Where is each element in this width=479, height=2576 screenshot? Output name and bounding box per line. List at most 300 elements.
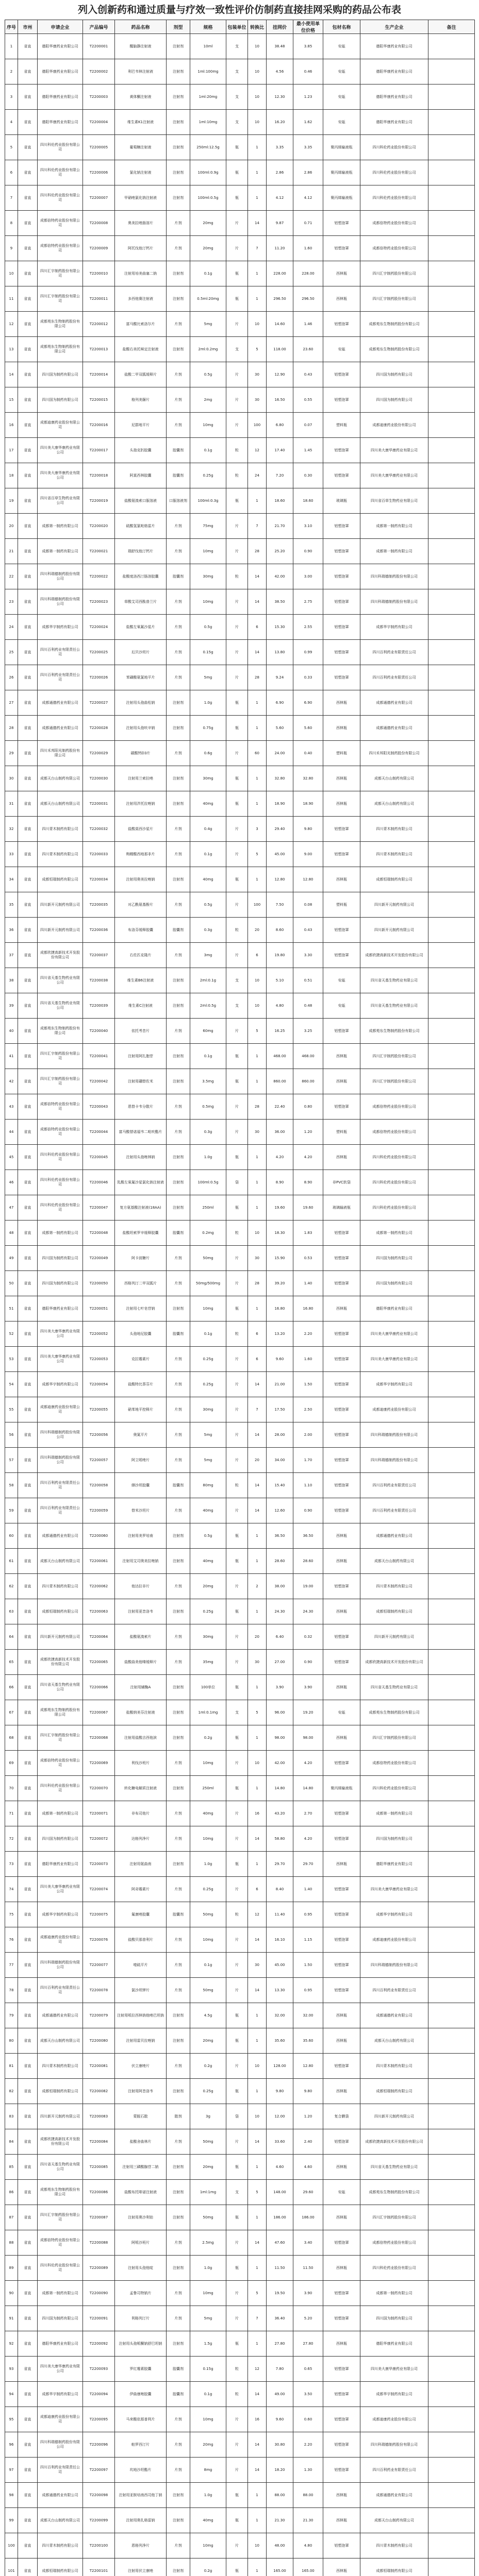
table-cell: 注射用哌拉西林钠他唑巴坦钠 <box>115 2003 167 2028</box>
table-cell: 省直 <box>18 943 38 968</box>
table-cell: 36.50 <box>293 1523 323 1549</box>
table-cell: 省直 <box>18 1069 38 1094</box>
table-cell: 胶囊剂 <box>167 1473 190 1498</box>
table-cell: 注射用头孢呋辛钠 <box>115 716 167 741</box>
table-row <box>5 160 475 185</box>
table-cell: 3.10 <box>293 514 323 539</box>
table-cell: 西林瓶 <box>323 1145 360 1170</box>
table-cell: T2200071 <box>83 1801 115 1826</box>
table-row <box>5 1927 475 1953</box>
table-cell <box>428 1019 475 1044</box>
table-cell: 瓶 <box>226 488 248 514</box>
table-cell: 49 <box>5 1246 18 1271</box>
table-cell: 四川百利药业有限责任公司 <box>360 1978 428 2003</box>
table-cell: T2200098 <box>83 2483 115 2508</box>
table-cell: 省直 <box>18 1574 38 1599</box>
table-cell: 注射剂 <box>167 1599 190 1624</box>
table-cell: 注射剂 <box>167 1170 190 1195</box>
table-cell: 78 <box>5 1978 18 2003</box>
table-cell: 省直 <box>18 1902 38 1927</box>
table-cell: 1.46 <box>293 312 323 337</box>
table-cell: 片 <box>226 589 248 615</box>
table-cell: 四川青木制药有限公司 <box>38 842 83 867</box>
table-cell <box>428 2003 475 2028</box>
table-cell <box>428 236 475 261</box>
table-cell: 四川百利药业有限责任公司 <box>360 665 428 690</box>
table-cell: 38 <box>5 968 18 993</box>
table-cell: 注射剂 <box>167 1069 190 1094</box>
table-cell: 省直 <box>18 2054 38 2079</box>
table-cell: 片 <box>226 1120 248 1145</box>
table-row <box>5 2129 475 2155</box>
table-cell: 2mg <box>190 387 226 413</box>
table-cell: 西林瓶 <box>323 2256 360 2281</box>
table-cell <box>428 1069 475 1094</box>
table-cell: 四川省天基生物药业有限公司 <box>360 968 428 993</box>
table-cell <box>428 2331 475 2357</box>
table-cell: 支 <box>226 993 248 1019</box>
table-cell: 片 <box>226 892 248 918</box>
table-cell: 100ml:0.5g <box>190 1170 226 1195</box>
table-cell: 4.60 <box>267 2155 293 2180</box>
table-row <box>5 488 475 514</box>
table-cell: T2200009 <box>83 236 115 261</box>
table-cell: 西林瓶 <box>323 2483 360 2508</box>
table-cell <box>428 2306 475 2331</box>
table-cell: 片剂 <box>167 2407 190 2432</box>
table-cell: 10 <box>248 968 267 993</box>
table-cell: 瓶 <box>226 766 248 791</box>
table-row <box>5 1523 475 1549</box>
table-cell: 15.90 <box>267 1246 293 1271</box>
table-cell: 胶囊剂 <box>167 2382 190 2407</box>
table-cell: 省直 <box>18 59 38 84</box>
table-cell: 四川省天基生物药业有限公司 <box>38 2155 83 2180</box>
table-cell: 胶囊剂 <box>167 2357 190 2382</box>
table-cell: 43.20 <box>267 1801 293 1826</box>
table-cell: 成都苑东生物制药股份有限公司 <box>38 337 83 362</box>
table-cell: T2200022 <box>83 564 115 589</box>
table-cell: 31 <box>5 791 18 817</box>
table-cell: 克拉霉素片 <box>115 1347 167 1372</box>
table-cell: 296.50 <box>293 286 323 312</box>
column-header: 包材名称 <box>323 20 360 34</box>
table-cell: 孟鲁司特钠片 <box>115 2281 167 2306</box>
table-cell: 38.48 <box>267 34 293 59</box>
table-cell: 成都华宇制药有限公司 <box>360 1372 428 1397</box>
table-cell: 12 <box>248 2357 267 2382</box>
table-cell: 铝塑泡罩 <box>323 589 360 615</box>
table-cell: 87 <box>5 2205 18 2230</box>
table-cell: 成都恒瑞制药有限公司 <box>360 2079 428 2104</box>
table-cell: 铝塑泡罩 <box>323 1094 360 1120</box>
table-cell: 50mg <box>190 1978 226 2003</box>
table-cell: 1 <box>248 690 267 716</box>
table-cell: 胶囊剂 <box>167 1902 190 1927</box>
table-cell: 1 <box>248 791 267 817</box>
table-row <box>5 1725 475 1751</box>
table-cell: 39.20 <box>267 1271 293 1296</box>
table-cell: 20 <box>5 514 18 539</box>
table-cell: 格列美脲片 <box>115 387 167 413</box>
table-cell: 11.50 <box>267 2256 293 2281</box>
table-cell: 四川百利药业有限责任公司 <box>360 640 428 665</box>
table-cell: 德阳华康药业有限公司 <box>38 34 83 59</box>
table-cell: 西林瓶 <box>323 1549 360 1574</box>
table-cell: 胶囊剂 <box>167 564 190 589</box>
table-cell: T2200059 <box>83 1498 115 1523</box>
table-cell: 西林瓶 <box>323 2558 360 2576</box>
table-cell: 四川百利药业有限责任公司 <box>38 1978 83 2003</box>
table-row <box>5 2407 475 2432</box>
table-row <box>5 514 475 539</box>
table-cell <box>428 2558 475 2576</box>
table-cell <box>428 665 475 690</box>
table-cell <box>428 110 475 135</box>
table-cell: 片 <box>226 2230 248 2256</box>
table-cell <box>428 943 475 968</box>
table-cell: 注射用亚胺培南西司他丁钠 <box>115 2483 167 2508</box>
table-cell: 片剂 <box>167 1624 190 1650</box>
table-cell <box>428 362 475 387</box>
table-cell: 2.40 <box>293 2129 323 2155</box>
table-cell: 27 <box>5 690 18 716</box>
table-cell: 粒 <box>226 1473 248 1498</box>
table-cell: 成都天台山制药有限公司 <box>360 1549 428 1574</box>
table-cell: 0.6g <box>190 741 226 766</box>
table-cell: 8.90 <box>267 1170 293 1195</box>
table-cell: 70 <box>5 1776 18 1801</box>
table-cell: 2.75 <box>293 589 323 615</box>
table-cell: 成都第一制药有限公司 <box>38 514 83 539</box>
table-cell: 50mg/500mg <box>190 1271 226 1296</box>
table-cell: 省直 <box>18 2331 38 2357</box>
table-cell <box>428 1221 475 1246</box>
table-cell: 四川汇宇制药股份有限公司 <box>38 1044 83 1069</box>
table-cell: 14 <box>248 564 267 589</box>
table-cell: T2200044 <box>83 1120 115 1145</box>
table-cell: 片剂 <box>167 1094 190 1120</box>
table-cell: 1 <box>248 1725 267 1751</box>
table-cell: 46 <box>5 1170 18 1195</box>
table-cell: 瓶 <box>226 1044 248 1069</box>
table-cell: 成都倍特药业股份有限公司 <box>38 1094 83 1120</box>
table-cell: 尼群地平片 <box>115 413 167 438</box>
table-cell <box>428 160 475 185</box>
table-cell: 注射剂 <box>167 34 190 59</box>
table-cell: 达格列净片 <box>115 1826 167 1852</box>
table-cell: 16 <box>5 413 18 438</box>
table-cell: 4.5g <box>190 2003 226 2028</box>
table-cell: 片剂 <box>167 1650 190 1675</box>
table-cell: 铝塑泡罩 <box>323 2306 360 2331</box>
table-cell: 88.00 <box>267 2483 293 2508</box>
table-cell: 成都华宇制药有限公司 <box>360 1902 428 1927</box>
table-cell: 袋 <box>226 2104 248 2129</box>
table-cell: 省直 <box>18 337 38 362</box>
table-row <box>5 1195 475 1221</box>
table-cell: 省直 <box>18 2281 38 2306</box>
table-cell: 成都通德药业有限公司 <box>360 716 428 741</box>
table-cell: 省直 <box>18 514 38 539</box>
table-cell: 29.70 <box>267 1852 293 1877</box>
table-cell: 注射用阿昔洛韦 <box>115 2079 167 2104</box>
table-cell: 省直 <box>18 1473 38 1498</box>
table-cell: 12.80 <box>267 867 293 892</box>
table-cell: 瓶 <box>226 2508 248 2533</box>
table-cell: 20mg <box>190 2432 226 2458</box>
table-cell: 41 <box>5 1044 18 1069</box>
table-cell: 14 <box>248 2129 267 2155</box>
table-cell: 1 <box>248 1776 267 1801</box>
table-cell <box>428 1422 475 1448</box>
table-row <box>5 1347 475 1372</box>
table-cell <box>428 2533 475 2558</box>
table-cell: 四川科伦药业股份有限公司 <box>360 160 428 185</box>
table-cell: 蒙脱石散 <box>115 2104 167 2129</box>
table-cell: 28 <box>248 1271 267 1296</box>
table-cell: 注射剂 <box>167 1776 190 1801</box>
table-cell: 四川青木制药有限公司 <box>38 817 83 842</box>
table-cell: 0.2g <box>190 2054 226 2079</box>
table-cell: 片 <box>226 413 248 438</box>
table-header-row <box>5 20 475 34</box>
table-cell: 40mg <box>190 791 226 817</box>
table-row <box>5 438 475 463</box>
table-cell: 省直 <box>18 791 38 817</box>
table-cell: 四川科瑞德制药股份有限公司 <box>360 589 428 615</box>
table-cell: 14.80 <box>293 1776 323 1801</box>
table-cell: 伏立康唑片 <box>115 2054 167 2079</box>
table-cell: 省直 <box>18 1195 38 1221</box>
table-cell: 四川新开元制药有限公司 <box>360 2104 428 2129</box>
table-cell: 0.90 <box>293 539 323 564</box>
table-cell: 10mg <box>190 413 226 438</box>
table-cell <box>428 1700 475 1725</box>
table-cell: 成都天台山制药有限公司 <box>38 2508 83 2533</box>
table-cell: 14 <box>248 1826 267 1852</box>
table-cell: 省直 <box>18 1751 38 1776</box>
table-cell: 0.71 <box>293 211 323 236</box>
table-cell: 80 <box>5 2028 18 2054</box>
table-cell: 四川美大康华康药业有限公司 <box>360 1347 428 1372</box>
table-cell: 注射剂 <box>167 867 190 892</box>
table-cell: 0.5mg <box>190 1094 226 1120</box>
table-cell: 52 <box>5 1321 18 1347</box>
table-cell: T2200001 <box>83 34 115 59</box>
table-cell: 100ml:0.5g <box>190 185 226 211</box>
table-cell: T2200006 <box>83 160 115 185</box>
table-cell: 6.90 <box>267 690 293 716</box>
table-cell <box>428 892 475 918</box>
table-cell: 西林瓶 <box>323 2508 360 2533</box>
table-cell: 四川百利药业有限责任公司 <box>38 1473 83 1498</box>
table-cell: T2200085 <box>83 2155 115 2180</box>
table-cell: 94 <box>5 2382 18 2407</box>
table-cell: 成都迪康药业股份有限公司 <box>360 2407 428 2432</box>
table-cell: 依托考昔片 <box>115 1019 167 1044</box>
table-cell: 10 <box>5 261 18 286</box>
table-cell: 铝塑泡罩 <box>323 817 360 842</box>
table-row <box>5 312 475 337</box>
table-cell: T2200089 <box>83 2256 115 2281</box>
table-cell: 瓶 <box>226 2558 248 2576</box>
table-cell: 5mg <box>190 665 226 690</box>
table-cell: 片 <box>226 817 248 842</box>
table-cell: 86 <box>5 2180 18 2205</box>
table-cell: 瓶 <box>226 2331 248 2357</box>
table-cell <box>428 337 475 362</box>
table-cell: 瓶 <box>226 1675 248 1700</box>
table-cell: 3.35 <box>293 135 323 160</box>
table-cell: 片剂 <box>167 615 190 640</box>
table-cell: 西林瓶 <box>323 1044 360 1069</box>
table-cell: 四川新开元制药有限公司 <box>38 2104 83 2129</box>
table-cell: 1.0g <box>190 1145 226 1170</box>
table-cell: 0.1g <box>190 1321 226 1347</box>
table-cell: 35mg <box>190 1650 226 1675</box>
table-cell: 省直 <box>18 2155 38 2180</box>
table-cell: 维生素C注射液 <box>115 993 167 1019</box>
column-header: 序号 <box>5 20 18 34</box>
table-cell: 铝塑泡罩 <box>323 2230 360 2256</box>
table-cell: 铝塑泡罩 <box>323 842 360 867</box>
table-cell: 四川汇宇制药股份有限公司 <box>38 286 83 312</box>
table-cell: 注射剂 <box>167 1145 190 1170</box>
table-cell: 注射剂 <box>167 968 190 993</box>
table-cell: 利巴韦林注射液 <box>115 59 167 84</box>
table-cell: 四川汇宇制药股份有限公司 <box>38 1725 83 1751</box>
table-cell: 省直 <box>18 589 38 615</box>
table-cell: 省直 <box>18 1523 38 1549</box>
table-cell: 59 <box>5 1498 18 1523</box>
table-cell: 成都恒瑞制药有限公司 <box>360 867 428 892</box>
table-cell: 5 <box>248 2180 267 2205</box>
table-cell: 1 <box>248 2331 267 2357</box>
table-cell: T2200058 <box>83 1473 115 1498</box>
table-cell: 40mg <box>190 1801 226 1826</box>
table-cell: 0.30 <box>293 463 323 488</box>
table-cell: 1.70 <box>293 1448 323 1473</box>
table-cell: 利格列汀片 <box>115 2306 167 2331</box>
table-cell: T2200061 <box>83 1549 115 1574</box>
table-cell: 注射剂 <box>167 1523 190 1549</box>
table-cell: 注射用氨曲南 <box>115 1852 167 1877</box>
table-cell: 19.60 <box>293 1195 323 1221</box>
table-cell: 1 <box>248 2155 267 2180</box>
table-cell: 四川汇宇制药股份有限公司 <box>360 1069 428 1094</box>
table-cell: T2200034 <box>83 867 115 892</box>
table-cell: 四川新开元制药有限公司 <box>38 918 83 943</box>
table-cell: 89 <box>5 2256 18 2281</box>
table-cell: 片 <box>226 1574 248 1599</box>
table-cell: 西林瓶 <box>323 867 360 892</box>
table-cell: 1ml:1mg <box>190 2180 226 2205</box>
table-cell: 5 <box>248 2281 267 2306</box>
table-cell: 75mg <box>190 514 226 539</box>
table-cell: 铝塑泡罩 <box>323 1751 360 1776</box>
table-cell: 19.60 <box>267 1195 293 1221</box>
table-cell: 省直 <box>18 539 38 564</box>
table-cell: 片剂 <box>167 1978 190 2003</box>
table-cell: 注射剂 <box>167 2558 190 2576</box>
table-cell: 胶囊剂 <box>167 438 190 463</box>
table-cell: 铝塑泡罩 <box>323 236 360 261</box>
table-cell: T2200038 <box>83 968 115 993</box>
table-cell: 四川科瑞德制药股份有限公司 <box>360 1953 428 1978</box>
table-row <box>5 892 475 918</box>
table-cell: 37 <box>5 943 18 968</box>
table-cell: 省直 <box>18 261 38 286</box>
table-cell: 成都苑东生物制药股份有限公司 <box>38 312 83 337</box>
table-cell: 11.40 <box>267 1902 293 1927</box>
table-cell: 1.40 <box>293 1271 323 1296</box>
table-cell <box>428 185 475 211</box>
table-cell: 19.50 <box>267 2281 293 2306</box>
table-cell: 15 <box>5 387 18 413</box>
drug-table <box>5 20 475 2576</box>
table-cell: 铝塑泡罩 <box>323 2382 360 2407</box>
table-cell: T2200003 <box>83 84 115 110</box>
table-cell: 5 <box>248 842 267 867</box>
table-cell: 塑料瓶 <box>323 1120 360 1145</box>
table-cell: 1 <box>248 2508 267 2533</box>
table-cell: 片 <box>226 943 248 968</box>
table-cell: T2200005 <box>83 135 115 160</box>
table-cell: 注射用七叶皂苷钠 <box>115 1296 167 1321</box>
table-cell: 省直 <box>18 1675 38 1700</box>
table-cell: 3.25 <box>293 1019 323 1044</box>
table-cell: 注射用更昔洛韦 <box>115 1599 167 1624</box>
table-cell: 注射剂 <box>167 2180 190 2205</box>
table-cell: T2200024 <box>83 615 115 640</box>
table-cell: 片剂 <box>167 1372 190 1397</box>
table-cell: 片 <box>226 615 248 640</box>
table-cell: 1.0g <box>190 1852 226 1877</box>
table-cell: 0.15g <box>190 640 226 665</box>
table-cell: 瓶 <box>226 286 248 312</box>
table-cell: 83 <box>5 2104 18 2129</box>
table-cell: 24 <box>5 615 18 640</box>
table-cell: 0.65 <box>293 2357 323 2382</box>
table-cell: 葡萄糖注射液 <box>115 135 167 160</box>
table-cell: 1 <box>248 135 267 160</box>
table-cell: 33 <box>5 842 18 867</box>
table-cell: 24 <box>248 463 267 488</box>
table-row <box>5 766 475 791</box>
table-cell: 片剂 <box>167 1801 190 1826</box>
table-cell: 64 <box>5 1624 18 1650</box>
table-cell: 粒 <box>226 463 248 488</box>
table-cell: T2200015 <box>83 387 115 413</box>
table-row <box>5 135 475 160</box>
table-cell: T2200083 <box>83 2104 115 2129</box>
table-cell: 瓶 <box>226 1776 248 1801</box>
table-cell: 成都欣捷高新技术开发股份有限公司 <box>38 943 83 968</box>
table-cell: 四川科瑞德制药股份有限公司 <box>360 1422 428 1448</box>
table-cell: 四川国为制药有限公司 <box>38 362 83 387</box>
table-cell: 4.12 <box>293 185 323 211</box>
table-cell: 7.80 <box>267 2357 293 2382</box>
table-cell: 55 <box>5 1397 18 1422</box>
table-row <box>5 2256 475 2281</box>
table-cell <box>428 1877 475 1902</box>
table-cell: 注射剂 <box>167 1044 190 1069</box>
table-cell: 73 <box>5 1852 18 1877</box>
table-cell: 瓶 <box>226 716 248 741</box>
table-cell: 45.00 <box>267 1953 293 1978</box>
table-cell: 瓶 <box>226 1549 248 1574</box>
